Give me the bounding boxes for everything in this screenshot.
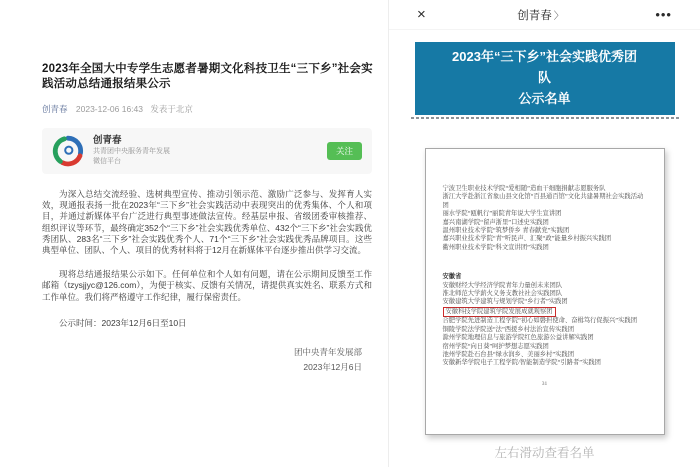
account-platform: 微信平台 [93,157,121,165]
name-list-line: 安徽省 [442,273,462,281]
follow-button[interactable]: 关注 [327,142,362,160]
name-list-line: 安徽新华学院电子工程学院/智能制造学院“引路者”实践团 [442,359,601,367]
chevron-right-icon: 〉 [553,10,564,22]
name-list-line: 嘉兴职业技术学院“青”听民声、汇聚“政”能量乡村振兴实践团 [442,235,612,243]
more-icon[interactable]: ••• [655,7,672,22]
phone-header [389,0,700,30]
banner-title [415,42,675,115]
name-list-line: 池州学院赴石台县“绿水润乡、美丽乡村”实践团 [442,350,575,358]
name-list-line: 合肥学院先进制造工程学院“初心如磐担使命、奋楫笃行促振兴”实践团 [442,317,637,325]
name-list-line: 安徽建筑大学建筑与规划学院“乡行者”实践团 [442,298,568,306]
dotted-divider [411,117,679,119]
publish-location: 发表于北京 [150,104,193,114]
phone-panel [388,0,700,467]
signature-block [42,345,372,375]
article-paragraph-2: 现将总结通报结果公示如下。任何单位和个人如有问题，请在公示期间反馈至工作邮箱（tzysjjyc@126.com），为便于核实、反馈有关情况，请提供真实姓名、联系方式和工作单位。我们将严格遵守工作纪律，履行保密责任。 [42,269,372,302]
name-list-line: 铜陵学院法学院送“法”西援乡村法治宣传实践团 [442,325,575,333]
name-list-line: 浙江大学赴浙江省象山县文化馆“百县通百馆”文化共建暑期社会实践活动团 [442,193,644,209]
close-icon[interactable]: × [417,6,426,23]
article-paragraph-1: 为深入总结交流经验、选树典型宣传、推动引领示范、激励广泛参与、发挥育人实效，现通报表扬一批在2023年“三下乡”社会实践活动中表现突出的优秀集体、个人和项目，并通过新媒体平台广泛进行典型事迹做法宣传。经基层申报、省级团委审核推荐、组织评议等环节，最终确定352个“三下乡”社会实践优秀单位、432个“三下乡”社会实践优秀团队、283名“三下乡”社会实践优秀个人、71个“三下乡”社会实践优秀品牌项目。这些典型单位、团队、个人、项目的优秀材料将于12月在新媒体平台逐步推出供学习交流。 [42,189,372,256]
phone-header-title[interactable] [517,7,564,23]
page-number: 31 [541,380,548,387]
banner-line: 公示名单 [518,91,571,106]
swipe-hint: 左右滑动查看名单 [494,446,595,460]
name-list-line: 淮北师范大学薪火义务支教社社会实践团队 [442,290,563,298]
byline [42,103,370,115]
publish-date: 2023-12-06 16:43 [75,104,144,114]
author-link[interactable]: 创青春 [42,104,68,114]
name-list-line: 安徽科技学院建筑学院发展成就观察团 [443,307,647,317]
name-list-line: 安徽财经大学经济学院青年力量创未来团队 [442,281,563,289]
article-title: 2023年全国大中专学生志愿者暑期文化科技卫生“三下乡”社会实践活动总结通报结果公示 [42,63,373,90]
account-card-info [93,135,327,166]
name-list-lines [443,185,647,368]
name-list-line: 温州职业技术学院“筑梦侨乡 青春献党”实践团 [442,227,570,235]
name-list-line: 滁州学院地理信息与旅游学院红色旅游公益讲解实践团 [442,334,594,342]
name-list-line: 丽水学院“瓯帆行”丽院青年说大学生宣讲团 [442,210,562,218]
phone-header-title-text: 创青春 [517,9,552,22]
account-card[interactable] [42,128,372,174]
name-list-line: 宁波卫生职业技术学院“爱相随”造血干细胞捐献志愿服务队 [442,185,606,192]
name-list-image[interactable] [425,148,665,435]
account-description: 共青团中央服务青年发展 [93,148,170,156]
name-list-line: 嘉兴南湖学院“留声浙里”口述史实践团 [442,218,549,226]
account-name: 创青春 [93,135,122,147]
banner-line: 2023年“三下乡”社会实践优秀团 [452,49,637,64]
name-list-line: 宿州学院“向日葵”呵护梦想志愿实践团 [442,342,549,350]
signature-department: 团中央青年发展部 [293,346,362,357]
notice-time: 公示时间：2023年12月6日至10日 [59,317,187,328]
chuangqingchun-logo-icon [52,135,84,167]
banner-line: 队 [537,70,551,85]
signature-date: 2023年12月6日 [303,361,362,372]
name-list-line: 衢州职业技术学院“科文宣讲团”实践团 [442,243,549,251]
